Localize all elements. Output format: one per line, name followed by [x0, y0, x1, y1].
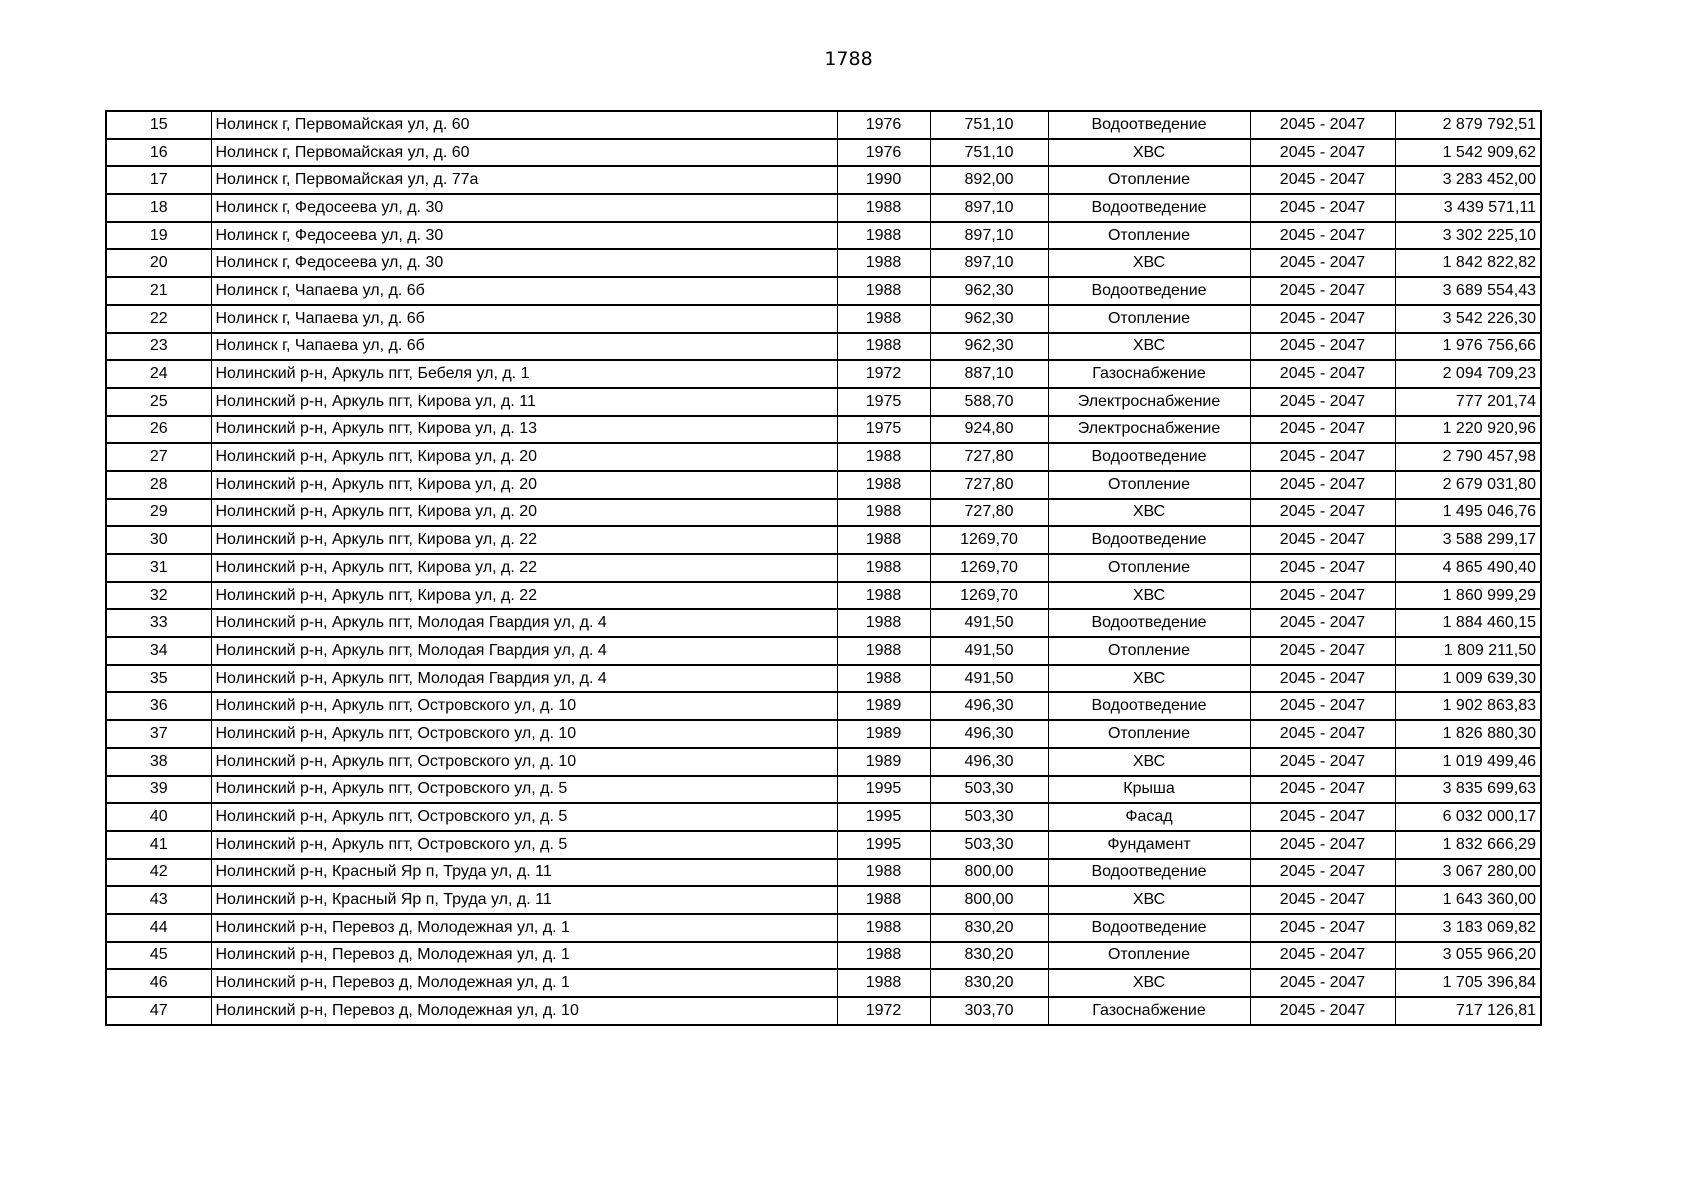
- row-number-cell: 31: [106, 554, 211, 582]
- area-cell: 800,00: [930, 886, 1048, 914]
- address-cell: Нолинский р-н, Аркуль пгт, Островского ул, д. 10: [211, 748, 837, 776]
- cost-cell: 3 283 452,00: [1395, 166, 1541, 194]
- row-number-cell: 39: [106, 776, 211, 804]
- period-cell: 2045 - 2047: [1250, 942, 1395, 970]
- year-built-cell: 1988: [837, 443, 930, 471]
- area-cell: 897,10: [930, 222, 1048, 250]
- year-built-cell: 1988: [837, 886, 930, 914]
- year-built-cell: 1988: [837, 609, 930, 637]
- work-type-cell: Отопление: [1048, 166, 1250, 194]
- address-cell: Нолинск г, Чапаева ул, д. 6б: [211, 333, 837, 361]
- area-cell: 727,80: [930, 471, 1048, 499]
- year-built-cell: 1995: [837, 803, 930, 831]
- cost-cell: 3 542 226,30: [1395, 305, 1541, 333]
- address-cell: Нолинск г, Федосеева ул, д. 30: [211, 222, 837, 250]
- period-cell: 2045 - 2047: [1250, 249, 1395, 277]
- work-type-cell: Отопление: [1048, 222, 1250, 250]
- area-cell: 491,50: [930, 637, 1048, 665]
- table-row: [106, 554, 1541, 582]
- cost-cell: 1 643 360,00: [1395, 886, 1541, 914]
- period-cell: 2045 - 2047: [1250, 665, 1395, 693]
- cost-cell: 3 588 299,17: [1395, 526, 1541, 554]
- row-number-cell: 41: [106, 831, 211, 859]
- cost-cell: 2 679 031,80: [1395, 471, 1541, 499]
- area-cell: 491,50: [930, 609, 1048, 637]
- year-built-cell: 1988: [837, 637, 930, 665]
- row-number-cell: 32: [106, 582, 211, 610]
- area-cell: 887,10: [930, 360, 1048, 388]
- row-number-cell: 35: [106, 665, 211, 693]
- period-cell: 2045 - 2047: [1250, 305, 1395, 333]
- table-row: [106, 748, 1541, 776]
- period-cell: 2045 - 2047: [1250, 526, 1395, 554]
- row-number-cell: 28: [106, 471, 211, 499]
- work-type-cell: Водоотведение: [1048, 277, 1250, 305]
- cost-cell: 1 809 211,50: [1395, 637, 1541, 665]
- address-cell: Нолинский р-н, Аркуль пгт, Островского ул, д. 10: [211, 692, 837, 720]
- period-cell: 2045 - 2047: [1250, 471, 1395, 499]
- address-cell: Нолинский р-н, Аркуль пгт, Кирова ул, д. 22: [211, 526, 837, 554]
- row-number-cell: 47: [106, 997, 211, 1025]
- row-number-cell: 40: [106, 803, 211, 831]
- area-cell: 496,30: [930, 720, 1048, 748]
- period-cell: 2045 - 2047: [1250, 914, 1395, 942]
- work-type-cell: Отопление: [1048, 720, 1250, 748]
- row-number-cell: 23: [106, 333, 211, 361]
- cost-cell: 1 976 756,66: [1395, 333, 1541, 361]
- table-row: [106, 166, 1541, 194]
- year-built-cell: 1990: [837, 166, 930, 194]
- address-cell: Нолинский р-н, Аркуль пгт, Островского ул, д. 5: [211, 831, 837, 859]
- period-cell: 2045 - 2047: [1250, 139, 1395, 167]
- cost-cell: 2 790 457,98: [1395, 443, 1541, 471]
- address-cell: Нолинск г, Первомайская ул, д. 60: [211, 139, 837, 167]
- table-row: [106, 859, 1541, 887]
- work-type-cell: ХВС: [1048, 886, 1250, 914]
- table-row: [106, 969, 1541, 997]
- address-cell: Нолинск г, Чапаева ул, д. 6б: [211, 277, 837, 305]
- cost-cell: 717 126,81: [1395, 997, 1541, 1025]
- year-built-cell: 1976: [837, 111, 930, 139]
- work-type-cell: Отопление: [1048, 637, 1250, 665]
- area-cell: 962,30: [930, 277, 1048, 305]
- work-type-cell: Электроснабжение: [1048, 416, 1250, 444]
- table-row: [106, 776, 1541, 804]
- area-cell: 496,30: [930, 748, 1048, 776]
- period-cell: 2045 - 2047: [1250, 277, 1395, 305]
- row-number-cell: 19: [106, 222, 211, 250]
- period-cell: 2045 - 2047: [1250, 748, 1395, 776]
- period-cell: 2045 - 2047: [1250, 637, 1395, 665]
- address-cell: Нолинск г, Чапаева ул, д. 6б: [211, 305, 837, 333]
- address-cell: Нолинск г, Первомайская ул, д. 60: [211, 111, 837, 139]
- year-built-cell: 1988: [837, 554, 930, 582]
- table-row: [106, 526, 1541, 554]
- year-built-cell: 1989: [837, 692, 930, 720]
- address-cell: Нолинский р-н, Аркуль пгт, Кирова ул, д. 22: [211, 554, 837, 582]
- area-cell: 491,50: [930, 665, 1048, 693]
- year-built-cell: 1988: [837, 277, 930, 305]
- period-cell: 2045 - 2047: [1250, 886, 1395, 914]
- cost-cell: 1 705 396,84: [1395, 969, 1541, 997]
- work-type-cell: Водоотведение: [1048, 111, 1250, 139]
- period-cell: 2045 - 2047: [1250, 609, 1395, 637]
- area-cell: 897,10: [930, 249, 1048, 277]
- table-row: [106, 803, 1541, 831]
- row-number-cell: 17: [106, 166, 211, 194]
- period-cell: 2045 - 2047: [1250, 554, 1395, 582]
- year-built-cell: 1988: [837, 942, 930, 970]
- cost-cell: 3 302 225,10: [1395, 222, 1541, 250]
- work-type-cell: Водоотведение: [1048, 859, 1250, 887]
- address-cell: Нолинский р-н, Аркуль пгт, Кирова ул, д. 20: [211, 443, 837, 471]
- cost-cell: 777 201,74: [1395, 388, 1541, 416]
- area-cell: 751,10: [930, 111, 1048, 139]
- work-type-cell: ХВС: [1048, 665, 1250, 693]
- year-built-cell: 1988: [837, 914, 930, 942]
- row-number-cell: 26: [106, 416, 211, 444]
- period-cell: 2045 - 2047: [1250, 582, 1395, 610]
- area-cell: 727,80: [930, 443, 1048, 471]
- year-built-cell: 1975: [837, 416, 930, 444]
- period-cell: 2045 - 2047: [1250, 499, 1395, 527]
- row-number-cell: 25: [106, 388, 211, 416]
- period-cell: 2045 - 2047: [1250, 360, 1395, 388]
- row-number-cell: 15: [106, 111, 211, 139]
- year-built-cell: 1975: [837, 388, 930, 416]
- address-cell: Нолинский р-н, Перевоз д, Молодежная ул, д. 1: [211, 942, 837, 970]
- period-cell: 2045 - 2047: [1250, 388, 1395, 416]
- year-built-cell: 1995: [837, 776, 930, 804]
- work-type-cell: Фасад: [1048, 803, 1250, 831]
- work-type-cell: Электроснабжение: [1048, 388, 1250, 416]
- year-built-cell: 1972: [837, 997, 930, 1025]
- row-number-cell: 36: [106, 692, 211, 720]
- table-row: [106, 914, 1541, 942]
- work-type-cell: Водоотведение: [1048, 443, 1250, 471]
- area-cell: 503,30: [930, 831, 1048, 859]
- cost-cell: 3 067 280,00: [1395, 859, 1541, 887]
- work-type-cell: ХВС: [1048, 499, 1250, 527]
- work-type-cell: ХВС: [1048, 333, 1250, 361]
- row-number-cell: 27: [106, 443, 211, 471]
- area-cell: 503,30: [930, 803, 1048, 831]
- address-cell: Нолинский р-н, Аркуль пгт, Молодая Гвардия ул, д. 4: [211, 609, 837, 637]
- work-type-cell: Отопление: [1048, 471, 1250, 499]
- cost-cell: 4 865 490,40: [1395, 554, 1541, 582]
- cost-cell: 1 495 046,76: [1395, 499, 1541, 527]
- work-type-cell: Водоотведение: [1048, 194, 1250, 222]
- period-cell: 2045 - 2047: [1250, 969, 1395, 997]
- area-cell: 1269,70: [930, 582, 1048, 610]
- period-cell: 2045 - 2047: [1250, 803, 1395, 831]
- period-cell: 2045 - 2047: [1250, 720, 1395, 748]
- year-built-cell: 1989: [837, 748, 930, 776]
- year-built-cell: 1989: [837, 720, 930, 748]
- area-cell: 800,00: [930, 859, 1048, 887]
- work-type-cell: Газоснабжение: [1048, 360, 1250, 388]
- cost-cell: 2 879 792,51: [1395, 111, 1541, 139]
- area-cell: 897,10: [930, 194, 1048, 222]
- work-type-cell: Водоотведение: [1048, 526, 1250, 554]
- area-cell: 503,30: [930, 776, 1048, 804]
- address-cell: Нолинский р-н, Аркуль пгт, Островского ул, д. 5: [211, 803, 837, 831]
- period-cell: 2045 - 2047: [1250, 166, 1395, 194]
- table-row: [106, 665, 1541, 693]
- row-number-cell: 38: [106, 748, 211, 776]
- table-row: [106, 637, 1541, 665]
- area-cell: 962,30: [930, 333, 1048, 361]
- year-built-cell: 1988: [837, 526, 930, 554]
- work-type-cell: ХВС: [1048, 582, 1250, 610]
- row-number-cell: 18: [106, 194, 211, 222]
- address-cell: Нолинский р-н, Аркуль пгт, Кирова ул, д. 13: [211, 416, 837, 444]
- address-cell: Нолинский р-н, Аркуль пгт, Молодая Гвардия ул, д. 4: [211, 665, 837, 693]
- address-cell: Нолинский р-н, Красный Яр п, Труда ул, д. 11: [211, 886, 837, 914]
- cost-cell: 1 884 460,15: [1395, 609, 1541, 637]
- cost-cell: 2 094 709,23: [1395, 360, 1541, 388]
- cost-cell: 1 542 909,62: [1395, 139, 1541, 167]
- work-type-cell: Водоотведение: [1048, 914, 1250, 942]
- cost-cell: 1 832 666,29: [1395, 831, 1541, 859]
- table-row: [106, 942, 1541, 970]
- row-number-cell: 20: [106, 249, 211, 277]
- address-cell: Нолинский р-н, Аркуль пгт, Островского ул, д. 5: [211, 776, 837, 804]
- table-row: [106, 277, 1541, 305]
- table-row: [106, 997, 1541, 1025]
- table-row: [106, 194, 1541, 222]
- row-number-cell: 22: [106, 305, 211, 333]
- cost-cell: 1 902 863,83: [1395, 692, 1541, 720]
- address-cell: Нолинский р-н, Аркуль пгт, Кирова ул, д. 20: [211, 499, 837, 527]
- table-row: [106, 499, 1541, 527]
- area-cell: 830,20: [930, 942, 1048, 970]
- table-row: [106, 416, 1541, 444]
- period-cell: 2045 - 2047: [1250, 194, 1395, 222]
- cost-cell: 3 689 554,43: [1395, 277, 1541, 305]
- year-built-cell: 1988: [837, 499, 930, 527]
- work-type-cell: ХВС: [1048, 748, 1250, 776]
- work-type-cell: Водоотведение: [1048, 692, 1250, 720]
- year-built-cell: 1988: [837, 249, 930, 277]
- cost-cell: 3 835 699,63: [1395, 776, 1541, 804]
- area-cell: 892,00: [930, 166, 1048, 194]
- period-cell: 2045 - 2047: [1250, 416, 1395, 444]
- work-type-cell: ХВС: [1048, 139, 1250, 167]
- row-number-cell: 29: [106, 499, 211, 527]
- row-number-cell: 24: [106, 360, 211, 388]
- year-built-cell: 1988: [837, 333, 930, 361]
- work-type-cell: Фундамент: [1048, 831, 1250, 859]
- area-cell: 830,20: [930, 914, 1048, 942]
- table-row: [106, 692, 1541, 720]
- table-body: [106, 111, 1541, 1025]
- year-built-cell: 1988: [837, 665, 930, 693]
- period-cell: 2045 - 2047: [1250, 776, 1395, 804]
- cost-cell: 1 220 920,96: [1395, 416, 1541, 444]
- cost-cell: 1 019 499,46: [1395, 748, 1541, 776]
- table-row: [106, 720, 1541, 748]
- year-built-cell: 1988: [837, 859, 930, 887]
- row-number-cell: 33: [106, 609, 211, 637]
- table-row: [106, 582, 1541, 610]
- table-row: [106, 111, 1541, 139]
- work-type-cell: ХВС: [1048, 969, 1250, 997]
- table-row: [106, 222, 1541, 250]
- cost-cell: 1 842 822,82: [1395, 249, 1541, 277]
- area-cell: 727,80: [930, 499, 1048, 527]
- address-cell: Нолинский р-н, Аркуль пгт, Кирова ул, д. 11: [211, 388, 837, 416]
- repair-schedule-table: [105, 110, 1542, 1026]
- address-cell: Нолинск г, Федосеева ул, д. 30: [211, 249, 837, 277]
- area-cell: 303,70: [930, 997, 1048, 1025]
- work-type-cell: Отопление: [1048, 554, 1250, 582]
- year-built-cell: 1988: [837, 305, 930, 333]
- area-cell: 1269,70: [930, 526, 1048, 554]
- year-built-cell: 1988: [837, 582, 930, 610]
- work-type-cell: Водоотведение: [1048, 609, 1250, 637]
- cost-cell: 1 860 999,29: [1395, 582, 1541, 610]
- row-number-cell: 42: [106, 859, 211, 887]
- table-row: [106, 609, 1541, 637]
- address-cell: Нолинский р-н, Аркуль пгт, Островского ул, д. 10: [211, 720, 837, 748]
- work-type-cell: Отопление: [1048, 305, 1250, 333]
- cost-cell: 1 826 880,30: [1395, 720, 1541, 748]
- row-number-cell: 34: [106, 637, 211, 665]
- row-number-cell: 45: [106, 942, 211, 970]
- row-number-cell: 30: [106, 526, 211, 554]
- year-built-cell: 1988: [837, 194, 930, 222]
- address-cell: Нолинский р-н, Перевоз д, Молодежная ул, д. 1: [211, 969, 837, 997]
- row-number-cell: 46: [106, 969, 211, 997]
- table-row: [106, 443, 1541, 471]
- year-built-cell: 1988: [837, 969, 930, 997]
- work-type-cell: Отопление: [1048, 942, 1250, 970]
- year-built-cell: 1995: [837, 831, 930, 859]
- address-cell: Нолинский р-н, Перевоз д, Молодежная ул, д. 1: [211, 914, 837, 942]
- page-number: 1788: [824, 48, 873, 70]
- cost-cell: 3 055 966,20: [1395, 942, 1541, 970]
- row-number-cell: 37: [106, 720, 211, 748]
- cost-cell: 3 183 069,82: [1395, 914, 1541, 942]
- period-cell: 2045 - 2047: [1250, 111, 1395, 139]
- address-cell: Нолинский р-н, Аркуль пгт, Кирова ул, д. 20: [211, 471, 837, 499]
- table-row: [106, 886, 1541, 914]
- address-cell: Нолинский р-н, Аркуль пгт, Молодая Гвардия ул, д. 4: [211, 637, 837, 665]
- work-type-cell: Газоснабжение: [1048, 997, 1250, 1025]
- area-cell: 588,70: [930, 388, 1048, 416]
- period-cell: 2045 - 2047: [1250, 692, 1395, 720]
- year-built-cell: 1988: [837, 222, 930, 250]
- area-cell: 751,10: [930, 139, 1048, 167]
- cost-cell: 3 439 571,11: [1395, 194, 1541, 222]
- table-row: [106, 249, 1541, 277]
- period-cell: 2045 - 2047: [1250, 831, 1395, 859]
- work-type-cell: ХВС: [1048, 249, 1250, 277]
- year-built-cell: 1976: [837, 139, 930, 167]
- year-built-cell: 1972: [837, 360, 930, 388]
- address-cell: Нолинский р-н, Аркуль пгт, Бебеля ул, д. 1: [211, 360, 837, 388]
- address-cell: Нолинский р-н, Перевоз д, Молодежная ул, д. 10: [211, 997, 837, 1025]
- table-row: [106, 333, 1541, 361]
- address-cell: Нолинск г, Федосеева ул, д. 30: [211, 194, 837, 222]
- period-cell: 2045 - 2047: [1250, 859, 1395, 887]
- row-number-cell: 21: [106, 277, 211, 305]
- period-cell: 2045 - 2047: [1250, 997, 1395, 1025]
- row-number-cell: 44: [106, 914, 211, 942]
- table-row: [106, 388, 1541, 416]
- row-number-cell: 43: [106, 886, 211, 914]
- cost-cell: 6 032 000,17: [1395, 803, 1541, 831]
- area-cell: 962,30: [930, 305, 1048, 333]
- row-number-cell: 16: [106, 139, 211, 167]
- area-cell: 830,20: [930, 969, 1048, 997]
- address-cell: Нолинск г, Первомайская ул, д. 77а: [211, 166, 837, 194]
- period-cell: 2045 - 2047: [1250, 222, 1395, 250]
- table-row: [106, 360, 1541, 388]
- table-row: [106, 305, 1541, 333]
- address-cell: Нолинский р-н, Аркуль пгт, Кирова ул, д. 22: [211, 582, 837, 610]
- area-cell: 1269,70: [930, 554, 1048, 582]
- period-cell: 2045 - 2047: [1250, 443, 1395, 471]
- table-row: [106, 139, 1541, 167]
- period-cell: 2045 - 2047: [1250, 333, 1395, 361]
- year-built-cell: 1988: [837, 471, 930, 499]
- table-row: [106, 831, 1541, 859]
- address-cell: Нолинский р-н, Красный Яр п, Труда ул, д. 11: [211, 859, 837, 887]
- work-type-cell: Крыша: [1048, 776, 1250, 804]
- cost-cell: 1 009 639,30: [1395, 665, 1541, 693]
- area-cell: 924,80: [930, 416, 1048, 444]
- table-row: [106, 471, 1541, 499]
- area-cell: 496,30: [930, 692, 1048, 720]
